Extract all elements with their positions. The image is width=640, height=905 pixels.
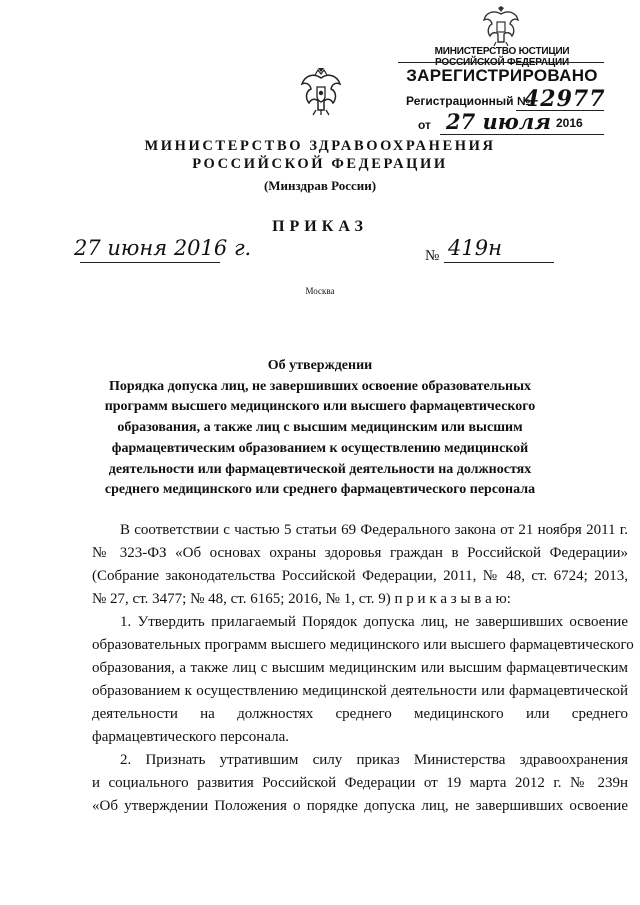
body-paragraph-line: и социального развития Российской Федерации от 19 марта 2012 г. № 239н xyxy=(92,775,628,791)
order-date: 27 июня 2016 г. xyxy=(74,236,252,260)
body-paragraph-line: № 27, ст. 3477; № 48, ст. 6165; 2016, № 1, ст. 9) п р и к а з ы в а ю: xyxy=(92,591,511,607)
federation-title: РОССИЙСКОЙ ФЕДЕРАЦИИ xyxy=(192,156,448,172)
city-name: Москва xyxy=(305,286,335,296)
body-paragraph-line: 1. Утвердить прилагаемый Порядок допуска лиц, не завершивших освоение xyxy=(120,614,628,630)
stamp-from-label: от xyxy=(418,118,431,132)
body-paragraph-line: № 323-ФЗ «Об основах охраны здоровья граждан в Российской Федерации» xyxy=(92,545,628,561)
title-line: Порядка допуска лиц, не завершивших освоение образовательных xyxy=(108,378,532,394)
body-paragraph-line: 2. Признать утратившим силу приказ Министерства здравоохранения xyxy=(120,752,628,768)
body-paragraph-line: деятельности на должностях среднего медицинского или среднего xyxy=(92,706,628,722)
body-paragraph-line: образовательных программ высшего медицинского или высшего фармацевтического xyxy=(92,637,634,653)
ministry-title: МИНИСТЕРСТВО ЗДРАВООХРАНЕНИЯ xyxy=(144,138,496,154)
body-paragraph-line: «Об утверждении Положения о порядке допуска лиц, не завершивших освоение xyxy=(92,798,628,814)
order-number-underline xyxy=(444,262,554,263)
registration-stamp xyxy=(396,6,608,136)
eagle-emblem-icon xyxy=(482,6,520,46)
coat-of-arms-icon xyxy=(301,68,341,116)
stamp-from-year: 2016 xyxy=(556,116,583,130)
stamp-ministry-name: МИНИСТЕРСТВО ЮСТИЦИИ РОССИЙСКОЙ ФЕДЕРАЦИИ xyxy=(434,46,570,68)
order-number: 419н xyxy=(448,236,502,260)
title-line: фармацевтическим образованием к осуществлению медицинской xyxy=(111,440,529,456)
ministry-abbreviation: (Минздрав России) xyxy=(263,178,377,193)
body-paragraph-line: (Собрание законодательства Российской Федерации, 2011, № 48, ст. 6724; 2013, xyxy=(92,568,628,584)
title-line: среднего медицинского или среднего фармацевтического персонала xyxy=(104,482,536,498)
order-subject-title xyxy=(70,356,570,501)
order-number-label: № xyxy=(425,248,440,264)
title-line: образования, а также лиц с высшим медицинским или высшим xyxy=(117,420,523,436)
title-line: программ высшего медицинского или высшего фармацевтического xyxy=(104,399,536,415)
stamp-date-underline xyxy=(440,134,604,135)
order-date-underline xyxy=(80,262,220,263)
body-paragraph-line: фармацевтического персонала. xyxy=(92,729,290,745)
stamp-divider xyxy=(398,62,604,63)
body-paragraph-line: образованием к осуществлению медицинской деятельности или фармацевтической xyxy=(92,683,628,699)
stamp-reg-number-label: Регистрационный № xyxy=(406,94,531,108)
title-line: Об утверждении xyxy=(267,358,373,373)
body-paragraph-line: образования, а также лиц с высшим медицинским или высшим фармацевтическим xyxy=(92,660,628,676)
stamp-from-date: 27 июля xyxy=(446,109,551,134)
stamp-reg-number: 42977 xyxy=(524,86,606,112)
body-paragraph-line: В соответствии с частью 5 статьи 69 Федерального закона от 21 ноября 2011 г. xyxy=(120,522,628,538)
stamp-registered-label: ЗАРЕГИСТРИРОВАНО xyxy=(406,66,598,85)
document-type-title: ПРИКАЗ xyxy=(272,218,368,235)
title-line: деятельности или фармацевтической деятельности на должностях xyxy=(108,461,532,477)
